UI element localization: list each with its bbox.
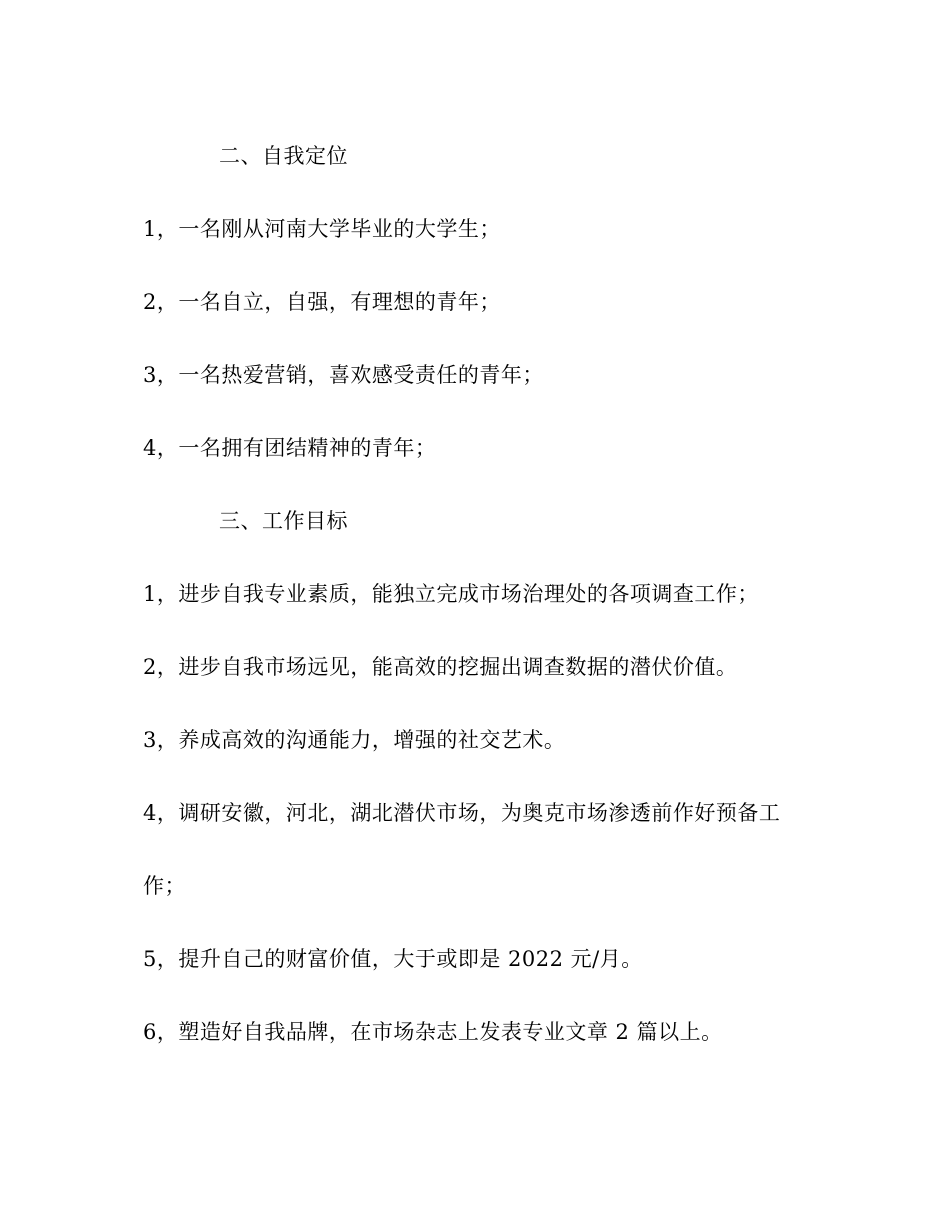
section-heading-self-positioning: 二、自我定位 [219, 144, 348, 168]
section-heading-work-goals: 三、工作目标 [219, 509, 348, 533]
list-item: 2，进步自我市场远见，能高效的挖掘出调查数据的潜伏价值。 [143, 655, 738, 679]
list-item: 4，调研安徽，河北，湖北潜伏市场，为奥克市场渗透前作好预备工 [143, 801, 781, 825]
list-item: 3，一名热爱营销，喜欢感受责任的青年； [143, 363, 544, 387]
list-item: 3，养成高效的沟通能力，增强的社交艺术。 [143, 728, 566, 752]
list-item: 1，进步自我专业素质，能独立完成市场治理处的各项调查工作； [143, 582, 759, 606]
list-item: 2，一名自立，自强，有理想的青年； [143, 290, 501, 314]
list-item: 6，塑造好自我品牌，在市场杂志上发表专业文章 2 篇以上。 [143, 1020, 723, 1044]
list-item: 1，一名刚从河南大学毕业的大学生； [143, 217, 501, 241]
list-item: 5，提升自己的财富价值，大于或即是 2022 元/月。 [143, 947, 643, 971]
list-item-continuation: 作； [143, 874, 186, 898]
list-item: 4，一名拥有团结精神的青年； [143, 436, 437, 460]
